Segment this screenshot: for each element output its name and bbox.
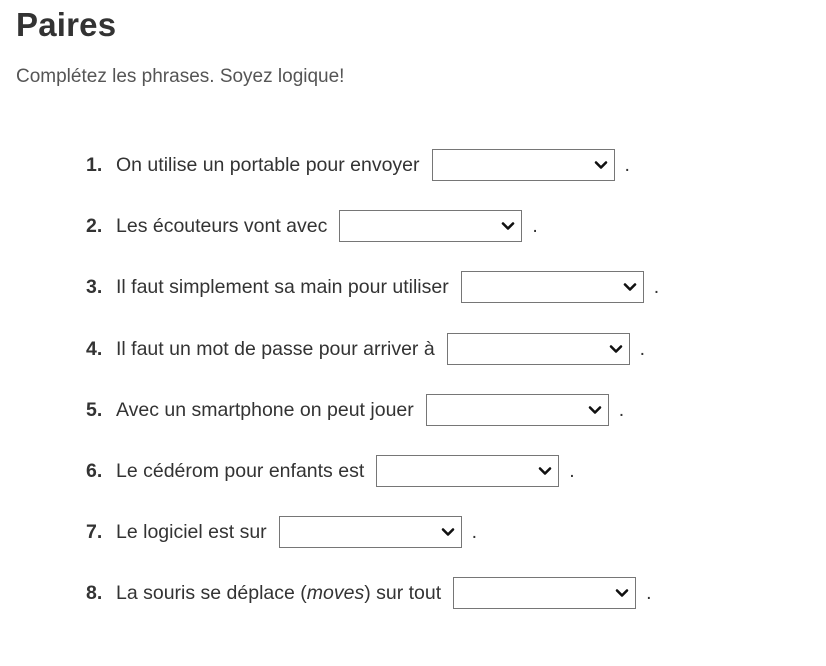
sentence-period: . [624, 154, 630, 176]
question-number: 6. [86, 459, 103, 482]
question-text: Le cédérom pour enfants est [116, 459, 365, 482]
answer-dropdown[interactable] [447, 333, 630, 365]
question-text: Avec un smartphone on peut jouer [116, 398, 414, 421]
question-list [86, 148, 659, 638]
question-text: Il faut simplement sa main pour utiliser [116, 276, 449, 299]
answer-dropdown[interactable] [453, 577, 636, 609]
question-text: Le logiciel est sur [116, 521, 267, 544]
question-number: 4. [86, 337, 103, 360]
chevron-down-icon [441, 527, 455, 537]
question-number: 7. [86, 521, 103, 544]
question-text: Il faut un mot de passe pour arriver à [116, 337, 435, 360]
chevron-down-icon [623, 282, 637, 292]
answer-dropdown[interactable] [432, 149, 615, 181]
sentence-period: . [653, 276, 660, 299]
sentence-period: . [569, 459, 575, 482]
answer-dropdown[interactable] [339, 210, 522, 242]
chevron-down-icon [615, 588, 629, 598]
question-item [86, 148, 659, 209]
question-number: 3. [86, 276, 103, 299]
question-text-before: La souris se déplace ( [116, 582, 307, 605]
question-number: 1. [86, 154, 103, 176]
question-item [86, 332, 659, 393]
sentence-period: . [471, 521, 478, 544]
chevron-down-icon [501, 221, 515, 231]
chevron-down-icon [538, 466, 552, 476]
instructions: Complétez les phrases. Soyez logique! [16, 66, 345, 87]
sentence-period: . [639, 337, 646, 360]
question-number: 8. [86, 582, 103, 605]
chevron-down-icon [609, 344, 623, 354]
question-text [116, 576, 441, 610]
chevron-down-icon [588, 405, 602, 415]
question-text: On utilise un portable pour envoyer [116, 154, 420, 176]
question-number: 2. [86, 215, 103, 238]
answer-dropdown[interactable] [376, 455, 559, 487]
question-text-italic: moves [306, 582, 365, 605]
sentence-period: . [646, 582, 652, 605]
question-item [86, 209, 659, 270]
question-item [86, 454, 659, 515]
question-text: Les écouteurs vont avec [116, 215, 328, 238]
question-item [86, 515, 659, 576]
answer-dropdown[interactable] [461, 271, 644, 303]
chevron-down-icon [594, 160, 608, 170]
sentence-period: . [532, 215, 538, 238]
question-text-after: ) sur tout [364, 582, 442, 605]
question-item [86, 576, 659, 637]
page-title: Paires [16, 6, 117, 43]
answer-dropdown[interactable] [279, 516, 462, 548]
sentence-period: . [618, 398, 625, 421]
question-number: 5. [86, 398, 103, 421]
question-item [86, 393, 659, 454]
question-item [86, 270, 659, 331]
answer-dropdown[interactable] [426, 394, 609, 426]
